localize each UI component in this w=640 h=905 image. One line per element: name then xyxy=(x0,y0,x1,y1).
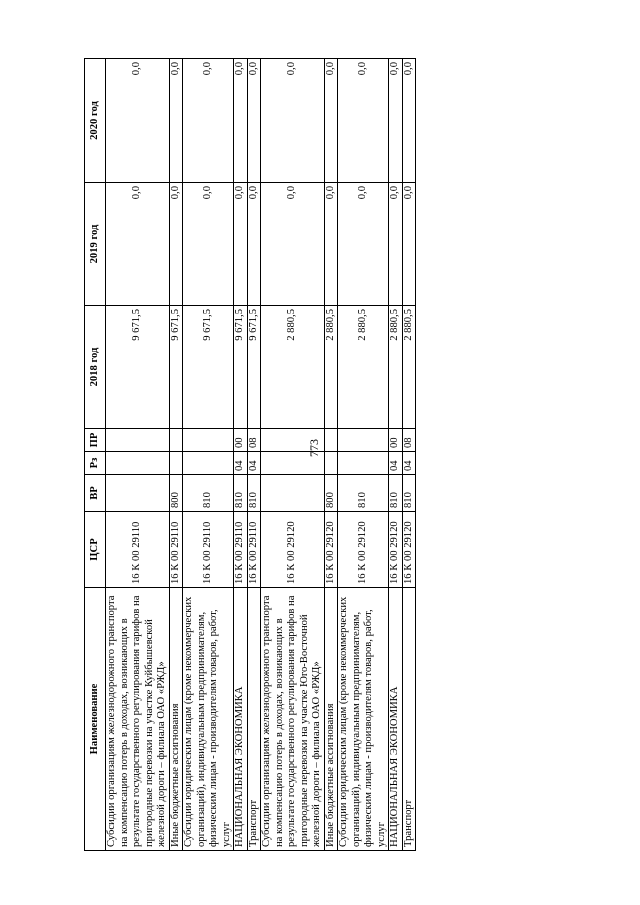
cell-2018: 2 880,5 xyxy=(389,306,403,429)
cell-rz: 04 xyxy=(247,452,261,475)
cell-2020: 0,0 xyxy=(324,59,338,183)
cell-2019: 0,0 xyxy=(402,183,416,306)
cell-name: Иные бюджетные ассигнования xyxy=(169,588,183,851)
table-row xyxy=(106,59,170,851)
table-row xyxy=(183,59,234,851)
cell-2019: 0,0 xyxy=(183,183,234,306)
cell-pr xyxy=(169,429,183,452)
table-row xyxy=(234,59,248,851)
cell-2018: 9 671,5 xyxy=(183,306,234,429)
header-pr: ПР xyxy=(85,429,106,452)
cell-vr: 810 xyxy=(183,475,234,512)
cell-2020: 0,0 xyxy=(183,59,234,183)
cell-pr: 00 xyxy=(389,429,403,452)
header-rz: Рз xyxy=(85,452,106,475)
cell-vr: 810 xyxy=(402,475,416,512)
cell-rz xyxy=(106,452,170,475)
cell-csr: 16 К 00 29110 xyxy=(169,512,183,588)
table-row xyxy=(389,59,403,851)
cell-2019: 0,0 xyxy=(324,183,338,306)
cell-vr: 810 xyxy=(338,475,389,512)
cell-name: Транспорт xyxy=(402,588,416,851)
cell-pr: 00 xyxy=(234,429,248,452)
cell-vr: 800 xyxy=(324,475,338,512)
cell-2020: 0,0 xyxy=(247,59,261,183)
cell-2019: 0,0 xyxy=(169,183,183,306)
cell-rz xyxy=(169,452,183,475)
cell-name: Субсидии организациям железнодорожного транспорта на компенсацию потерь в доходах, возникающих в результате государственного регулирования тарифов на пригородные перевозки на участке Куйбышевской железной дороги – филиала ОАО «РЖД» xyxy=(106,588,170,851)
cell-rz xyxy=(338,452,389,475)
cell-rz: 04 xyxy=(234,452,248,475)
cell-2020: 0,0 xyxy=(169,59,183,183)
cell-rz xyxy=(324,452,338,475)
cell-vr: 810 xyxy=(389,475,403,512)
cell-2018: 2 880,5 xyxy=(324,306,338,429)
header-csr: ЦСР xyxy=(85,512,106,588)
cell-csr: 16 К 00 29120 xyxy=(324,512,338,588)
cell-2020: 0,0 xyxy=(234,59,248,183)
cell-name: НАЦИОНАЛЬНАЯ ЭКОНОМИКА xyxy=(389,588,403,851)
cell-name: Субсидии юридическим лицам (кроме некоммерческих организаций), индивидуальным предпринимателям, физическим лицам - производителям товаров, работ, услуг xyxy=(183,588,234,851)
cell-vr: 810 xyxy=(234,475,248,512)
cell-csr: 16 К 00 29120 xyxy=(338,512,389,588)
cell-2019: 0,0 xyxy=(261,183,325,306)
cell-pr xyxy=(324,429,338,452)
cell-2020: 0,0 xyxy=(402,59,416,183)
cell-vr xyxy=(106,475,170,512)
table-row xyxy=(261,59,325,851)
cell-vr: 810 xyxy=(247,475,261,512)
cell-name: Транспорт xyxy=(247,588,261,851)
table-body xyxy=(106,59,416,851)
cell-pr xyxy=(338,429,389,452)
table-row xyxy=(169,59,183,851)
cell-2018: 9 671,5 xyxy=(169,306,183,429)
header-2020: 2020 год xyxy=(85,59,106,183)
table-row xyxy=(402,59,416,851)
cell-name: Иные бюджетные ассигнования xyxy=(324,588,338,851)
cell-vr xyxy=(261,475,325,512)
cell-vr: 800 xyxy=(169,475,183,512)
header-name: Наименование xyxy=(85,588,106,851)
cell-2019: 0,0 xyxy=(234,183,248,306)
cell-pr xyxy=(183,429,234,452)
cell-2020: 0,0 xyxy=(261,59,325,183)
cell-csr: 16 К 00 29110 xyxy=(183,512,234,588)
cell-2020: 0,0 xyxy=(338,59,389,183)
page-number: 773 xyxy=(307,439,321,457)
cell-csr: 16 К 00 29110 xyxy=(234,512,248,588)
cell-2018: 2 880,5 xyxy=(338,306,389,429)
cell-pr xyxy=(106,429,170,452)
cell-pr: 08 xyxy=(247,429,261,452)
cell-2018: 2 880,5 xyxy=(261,306,325,429)
cell-pr: 08 xyxy=(402,429,416,452)
cell-name: Субсидии юридическим лицам (кроме некоммерческих организаций), индивидуальным предпринимателям, физическим лицам - производителям товаров, работ, услуг xyxy=(338,588,389,851)
cell-2018: 9 671,5 xyxy=(234,306,248,429)
cell-name: НАЦИОНАЛЬНАЯ ЭКОНОМИКА xyxy=(234,588,248,851)
cell-csr: 16 К 00 29120 xyxy=(261,512,325,588)
cell-rz: 04 xyxy=(389,452,403,475)
cell-2019: 0,0 xyxy=(338,183,389,306)
cell-2020: 0,0 xyxy=(106,59,170,183)
budget-table xyxy=(84,58,416,851)
table-row xyxy=(247,59,261,851)
cell-2018: 2 880,5 xyxy=(402,306,416,429)
cell-csr: 16 К 00 29120 xyxy=(402,512,416,588)
cell-2019: 0,0 xyxy=(247,183,261,306)
cell-rz: 04 xyxy=(402,452,416,475)
cell-csr: 16 К 00 29110 xyxy=(106,512,170,588)
cell-csr: 16 К 00 29120 xyxy=(389,512,403,588)
cell-2019: 0,0 xyxy=(106,183,170,306)
rotated-table-container xyxy=(84,59,450,851)
header-vr: ВР xyxy=(85,475,106,512)
cell-pr xyxy=(261,429,325,452)
cell-2018: 9 671,5 xyxy=(106,306,170,429)
header-2019: 2019 год xyxy=(85,183,106,306)
cell-rz xyxy=(261,452,325,475)
cell-2018: 9 671,5 xyxy=(247,306,261,429)
table-header-row xyxy=(85,59,106,851)
cell-csr: 16 К 00 29110 xyxy=(247,512,261,588)
cell-rz xyxy=(183,452,234,475)
header-2018: 2018 год xyxy=(85,306,106,429)
cell-2019: 0,0 xyxy=(389,183,403,306)
cell-2020: 0,0 xyxy=(389,59,403,183)
table-row xyxy=(338,59,389,851)
table-row xyxy=(324,59,338,851)
cell-name: Субсидии организациям железнодорожного транспорта на компенсацию потерь в доходах, возникающих в результате государственного регулирования тарифов на пригородные перевозки на участке Юго-Восточной железной дороги – филиала ОАО «РЖД» xyxy=(261,588,325,851)
